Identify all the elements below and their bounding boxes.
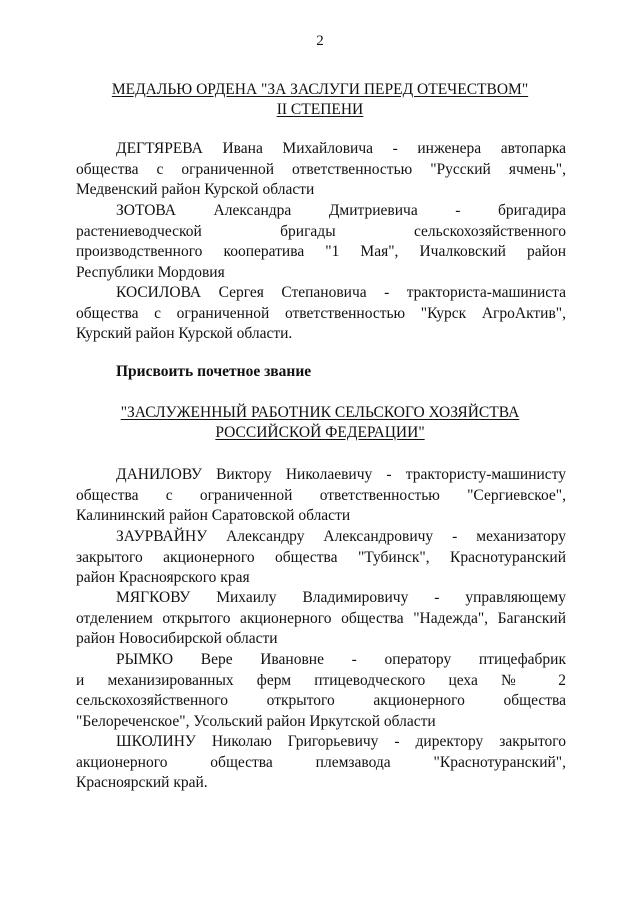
- entry-line: район Новосибирской области: [76, 630, 278, 647]
- title-entry-danilov: [76, 465, 566, 527]
- entry-line: производственного кооператива "1 Мая", Ичалковский район: [76, 243, 566, 260]
- entry-line: РЫМКО Вере Ивановне - оператору птицефабрик: [116, 651, 566, 668]
- entry-line: и механизированных ферм птицеводческого цеха № 2: [76, 671, 566, 689]
- entry-line: Красноярский край.: [76, 774, 208, 791]
- entry-line: Курский район Курской области.: [76, 325, 293, 342]
- title-entry-rymko: [76, 650, 566, 732]
- entry-line: Калининский район Саратовской области: [76, 507, 351, 524]
- entry-line: район Красноярского края: [76, 569, 250, 586]
- section2-heading-line2: РОССИЙСКОЙ ФЕДЕРАЦИИ": [215, 424, 425, 441]
- entry-line: Медвенский район Курской области: [76, 181, 315, 198]
- entry-line: общества с ограниченной ответственностью "Курск АгроАктив",: [76, 304, 566, 322]
- section1-heading-line1: МЕДАЛЬЮ ОРДЕНА "ЗА ЗАСЛУГИ ПЕРЕД ОТЕЧЕСТВОМ": [111, 81, 529, 98]
- entry-line: сельскохозяйственного открытого акционерного общества: [76, 692, 566, 709]
- award-entry-kosilova: [76, 283, 566, 345]
- instruction-text: Присвоить почетное звание: [116, 363, 312, 380]
- title-entry-shkolin: [76, 732, 566, 794]
- entry-line: акционерного общества племзавода "Краснотуранский",: [76, 753, 566, 771]
- entry-line: ДАНИЛОВУ Виктору Николаевичу - трактористу-машинисту: [116, 466, 566, 483]
- award-entry-zotova: [76, 201, 566, 283]
- title-entry-myagkov: [76, 588, 566, 650]
- entry-line: общества с ограниченной ответственностью "Русский ячмень",: [76, 160, 566, 178]
- entry-line: "Белореченское", Усольский район Иркутской области: [76, 712, 436, 730]
- entry-line: ШКОЛИНУ Николаю Григорьевичу - директору закрытого: [116, 733, 566, 750]
- entry-line: закрытого акционерного общества "Тубинск", Краснотуранский: [76, 548, 566, 566]
- section1-heading-line2: II СТЕПЕНИ: [276, 101, 364, 118]
- entry-line: растениеводческой бригады сельскохозяйственного: [76, 222, 566, 240]
- entry-line: Республики Мордовия: [76, 263, 225, 281]
- entry-line: ДЕГТЯРЕВА Ивана Михайловича - инженера автопарка: [116, 140, 566, 157]
- entry-line: ЗАУРВАЙНУ Александру Александровичу - механизатору: [116, 528, 566, 545]
- page-number: 2: [316, 33, 324, 49]
- entry-line: отделением открытого акционерного общества "Надежда", Баганский: [76, 609, 566, 627]
- title-entry-zaurvayn: [76, 527, 566, 589]
- section2-heading-line1: "ЗАСЛУЖЕННЫЙ РАБОТНИК СЕЛЬСКОГО ХОЗЯЙСТВА: [120, 404, 520, 421]
- entry-line: КОСИЛОВА Сергея Степановича - тракториста-машиниста: [116, 284, 566, 301]
- entry-line: МЯГКОВУ Михаилу Владимировичу - управляющему: [116, 589, 566, 606]
- award-entry-degtyareva: [76, 139, 566, 201]
- entry-line: ЗОТОВА Александра Дмитриевича - бригадира: [116, 202, 566, 219]
- entry-line: общества с ограниченной ответственностью "Сергиевское",: [76, 486, 566, 504]
- section1-heading: [70, 80, 570, 120]
- section2-heading: [70, 403, 570, 443]
